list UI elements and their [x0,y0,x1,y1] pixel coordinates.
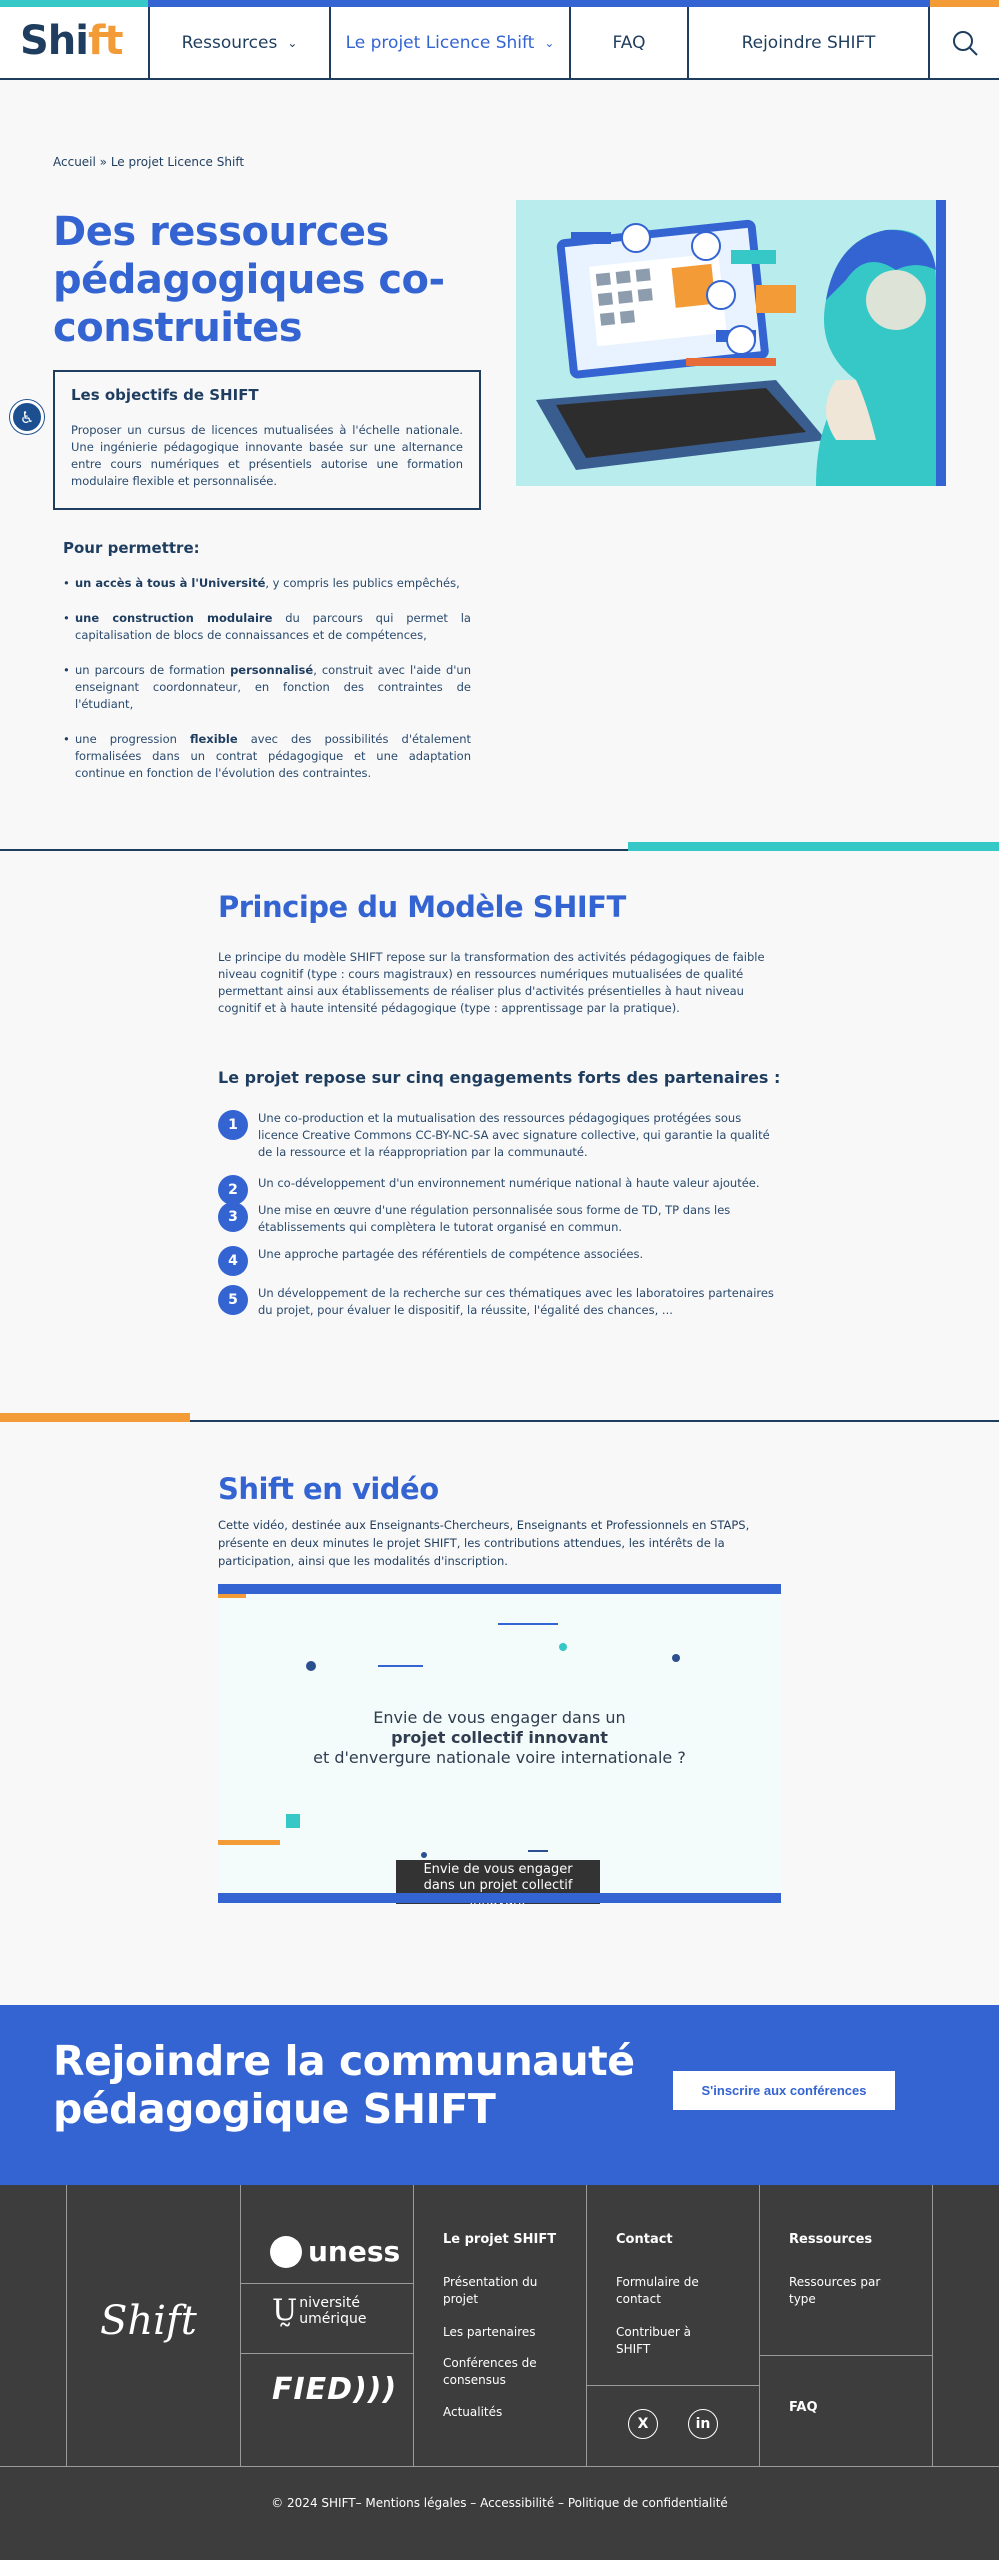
logo-text-ft: ft [88,18,123,64]
footer-link[interactable]: Formulaire de contact [616,2275,699,2306]
footer-divider [759,2355,932,2356]
footer-link[interactable]: Actualités [443,2405,503,2419]
footer-faq-link[interactable]: FAQ [789,2400,818,2415]
list-item-text: avec des possibilités d'étalement formalisées dans un contrat pédagogique et une adaptation continue en fonction de l'évolution des contraintes. [75,732,471,780]
section-divider-accent [0,1413,190,1422]
video-subtitle-line: dans un projet collectif [423,1878,573,1893]
footer-divider [240,2353,413,2354]
list-item [218,1246,784,1269]
list-item-text: , construit avec l'aide d'un enseignant coordonnateur, en fonction des contraintes de l'étudiant, [75,663,471,711]
principe-title: Principe du Modèle SHIFT [218,890,626,924]
uness-icon [270,2236,302,2268]
list-item [218,1175,784,1198]
footer-column-divider [759,2185,760,2466]
list-item-bold: personnalisé [230,663,314,677]
accessibility-icon: ♿ [19,407,35,427]
list-item-text: une progression [75,732,190,746]
nav-label: Rejoindre SHIFT [741,32,876,53]
universite-numerique-logo-mark [272,2295,366,2327]
video-player[interactable] [218,1584,781,1904]
video-message-line: et d'envergure nationale voire internationale ? [313,1748,686,1767]
list-item-text: , y compris les publics empêchés, [265,576,460,590]
step-text: Une approche partagée des référentiels de compétence associées. [258,1247,644,1261]
footer-divider [0,2466,999,2467]
footer-divider [586,2385,759,2386]
accessibility-button[interactable] [10,400,44,434]
engagements-title: Le projet repose sur cinq engagements forts des partenaires : [218,1068,781,1087]
list-item-bold: une construction modulaire [75,611,273,625]
section-divider-accent [628,842,999,851]
hero-illustration [516,200,946,486]
breadcrumb[interactable]: Accueil » Le projet Licence Shift [53,155,245,169]
permettre-title: Pour permettre: [63,539,200,557]
step-number: 1 [218,1110,248,1140]
footer-link[interactable]: Les partenaires [443,2325,536,2339]
join-banner [0,2005,999,2185]
step-number: 2 [218,1175,248,1205]
register-conferences-button[interactable]: S'inscrire aux conférences [673,2071,895,2110]
footer-link[interactable]: Présentation du projet [443,2275,538,2306]
laptop-illustration-image [516,200,946,486]
permettre-list [63,575,471,800]
footer-col-title: Le projet SHIFT [443,2232,557,2247]
video-message [218,1708,781,1768]
objectives-title: Les objectifs de SHIFT [71,386,259,404]
principe-text: Le principe du modèle SHIFT repose sur la transformation des activités pédagogiques de faible niveau cognitif (type : cours magistraux) en ressources numériques mutualisées de qualité permettant ainsi aux établissements de réaliser plus d'activités présentielles à haut niveau cognitif et à haute intensité pédagogique (type : apprentissage par la pratique). [218,950,765,1015]
search-button[interactable] [928,7,999,78]
footer-column-divider [240,2185,241,2466]
universite-numerique-initials: Ṵ [272,2293,298,2328]
step-text: Une co-production et la mutualisation des ressources pédagogiques protégées sous licence Creative Commons CC-BY-NC-SA avec signature collective, qui garantie la qualité de la ressource et la réappropriation par la communauté. [258,1111,770,1159]
list-item-text: un parcours de formation [75,663,231,677]
header-accent-blue [148,0,930,7]
video-section-title: Shift en vidéo [218,1472,439,1506]
site-header [0,0,999,80]
footer-column-divider [932,2185,933,2466]
step-number: 4 [218,1246,248,1276]
step-text: Un co-développement d'un environnement numérique national à haute valeur ajoutée. [258,1176,760,1190]
step-text: Un développement de la recherche sur ces thématiques avec les laboratoires partenaires du projet, pour évaluer le dispositif, la réussite, l'égalité des chances, ... [258,1286,774,1317]
list-item [63,610,471,644]
footer-column-divider [413,2185,414,2466]
site-footer [0,2185,999,2560]
footer-col-title: Ressources [789,2232,873,2247]
universite-numerique-logo-lines [299,2295,366,2327]
nav-rejoindre-shift[interactable] [687,7,928,78]
list-item [63,575,471,592]
step-number: 3 [218,1202,248,1232]
logo-text-sh: Shi [20,18,88,64]
fied-logo-text: FIED [272,2372,354,2407]
footer-divider [240,2283,413,2284]
universite-numerique-logo[interactable] [272,2295,366,2327]
footer-link[interactable]: Contribuer à SHIFT [616,2325,692,2356]
nav-label: Ressources [181,32,278,53]
list-item [63,731,471,782]
engagements-list [218,1110,784,1319]
nav-faq[interactable] [569,7,687,78]
page-title: Des ressources pédagogiques co-construites [53,209,445,351]
chevron-down-icon: ⌄ [544,35,555,50]
video-subtitle-line: Envie de vous engager [423,1862,573,1877]
join-title: Rejoindre la communauté pédagogique SHIFT [53,2037,635,2133]
objectives-text: Proposer un cursus de licences mutualisées à l'échelle nationale. Une ingénierie pédagogique innovante basée sur une alternance entre cours numériques et présentiels autorise une formation modulaire flexible et personnalisée. [71,423,463,488]
footer-column-divider [66,2185,67,2466]
step-text: Une mise en œuvre d'une régulation personnalisée sous forme de TD, TP dans les établissements qui complètera le tutorat organisé en commun. [258,1203,731,1234]
footer-col-title: Contact [616,2232,673,2247]
universite-numerique-logo-line: umérique [299,2311,367,2327]
uness-logo[interactable] [270,2235,400,2268]
list-item [218,1110,784,1161]
universite-numerique-logo-line: niversité [299,2295,360,2311]
footer-link[interactable]: Conférences de consensus [443,2356,537,2387]
video-description: Cette vidéo, destinée aux Enseignants-Chercheurs, Enseignants et Professionnels en STAPS, présente en deux minutes le projet SHIFT, les contributions attendues, les intérêts de la participation, ainsi que les modalités d'inscription. [218,1518,750,1568]
chevron-down-icon: ⌄ [287,35,298,50]
header-accent-orange [930,0,999,7]
nav-projet-licence-shift[interactable] [329,7,569,78]
list-item [218,1202,784,1236]
list-item-bold: un accès à tous à l'Université [75,576,266,590]
nav-label: Le projet Licence Shift [345,32,535,53]
list-item-bold: flexible [189,732,238,746]
fied-waves-icon: ))) [353,2372,398,2407]
footer-column-divider [586,2185,587,2466]
search-icon [951,29,979,57]
list-item [63,662,471,713]
shift-logo[interactable] [20,16,123,66]
list-item [218,1285,784,1319]
video-message-line-bold: projet collectif innovant [391,1728,608,1747]
uness-logo-text: uness [308,2235,401,2268]
nav-ressources[interactable] [148,7,329,78]
nav-label: FAQ [612,32,646,53]
header-accent-teal [0,0,148,7]
linkedin-icon[interactable]: in [688,2409,718,2439]
x-twitter-icon[interactable]: X [628,2409,658,2439]
objectives-box [53,370,481,510]
footer-shift-logo[interactable]: Shift [100,2298,197,2344]
footer-link[interactable]: Ressources par type [789,2275,881,2306]
video-progress-bar[interactable] [218,1893,781,1903]
fied-logo[interactable] [272,2372,397,2407]
step-number: 5 [218,1285,248,1315]
copyright-text[interactable]: © 2024 SHIFT– Mentions légales – Accessibilité – Politique de confidentialité [271,2496,728,2510]
video-message-line: Envie de vous engager dans un [373,1708,626,1727]
list-item-text: du parcours qui permet la capitalisation de blocs de connaissances et de compétences, [75,611,471,642]
